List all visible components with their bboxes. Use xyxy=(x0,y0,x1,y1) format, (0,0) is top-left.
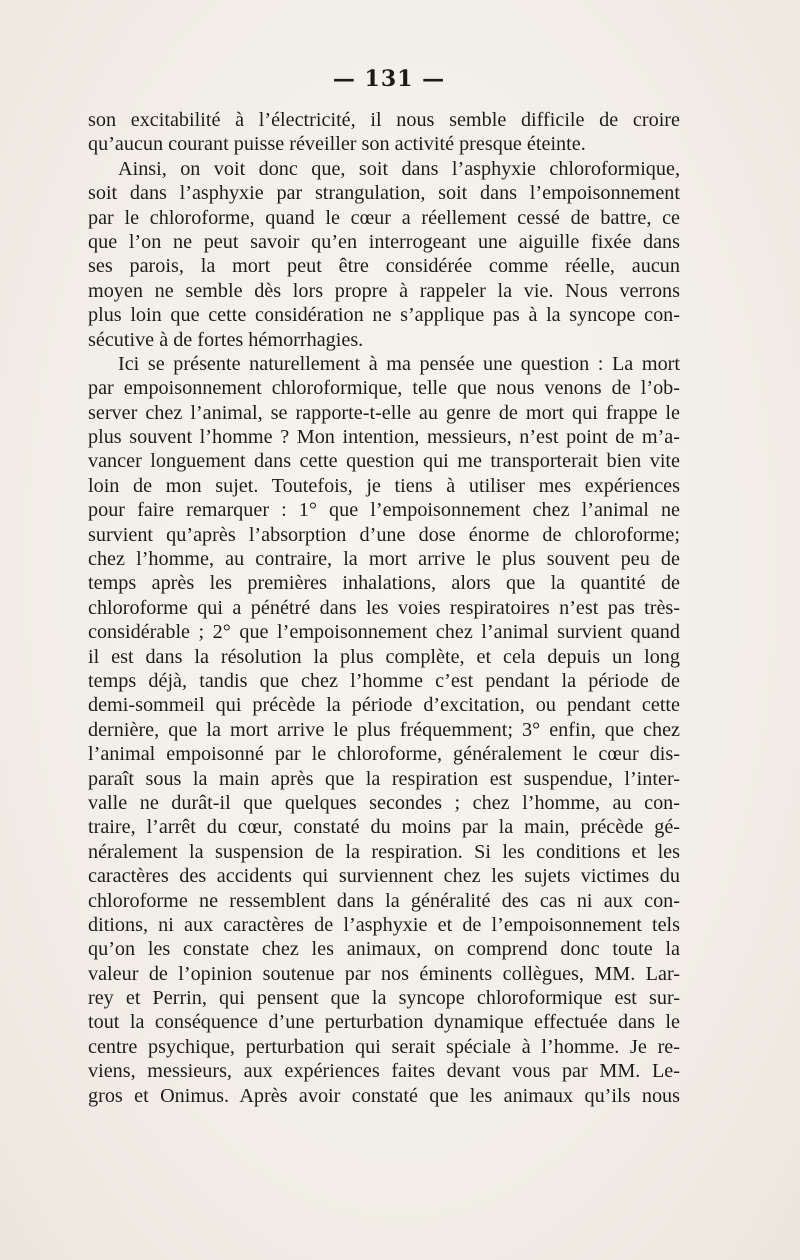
text-line: par le chloroforme, quand le cœur a réellement cessé de battre, ce xyxy=(88,206,680,229)
text-line: valle ne durât-il que quelques secondes ; chez l’homme, au con- xyxy=(88,791,680,814)
text-line: temps après les premières inhalations, alors que la quantité de xyxy=(88,572,680,595)
text-line: viens, messieurs, aux expériences faites devant vous par MM. Le- xyxy=(88,1060,680,1083)
text-line: rey et Perrin, qui pensent que la syncope chloroformique est sur- xyxy=(88,987,680,1010)
text-line: temps déjà, tandis que chez l’homme c’est pendant la période de xyxy=(88,669,680,692)
text-line: server chez l’animal, se rapporte-t-elle au genre de mort qui frappe le xyxy=(88,401,680,424)
text-line: Ici se présente naturellement à ma pensée une question : La mort xyxy=(118,352,680,375)
page-number: — 131 — xyxy=(332,66,446,92)
text-line: paraît sous la main après que la respiration est suspendue, l’inter- xyxy=(88,767,680,790)
body-text xyxy=(88,108,680,1108)
text-line: qu’aucun courant puisse réveiller son activité presque éteinte. xyxy=(88,133,586,156)
text-line: il est dans la résolution la plus complète, et cela depuis un long xyxy=(88,645,680,668)
text-line: soit dans l’asphyxie par strangulation, soit dans l’empoisonnement xyxy=(88,182,680,205)
text-line: plus souvent l’homme ? Mon intention, messieurs, n’est point de m’a- xyxy=(88,426,680,449)
text-line: qu’on les constate chez les animaux, on comprend donc toute la xyxy=(88,938,680,961)
text-line: tout la conséquence d’une perturbation dynamique effectuée dans le xyxy=(88,1011,680,1034)
text-line: son excitabilité à l’électricité, il nous semble difficile de croire xyxy=(88,109,680,131)
text-line: moyen ne semble dès lors propre à rappeler la vie. Nous verrons xyxy=(88,279,680,302)
text-line: plus loin que cette considération ne s’applique pas à la syncope con- xyxy=(88,304,680,327)
text-line: centre psychique, perturbation qui serait spéciale à l’homme. Je re- xyxy=(88,1035,680,1058)
text-line: sécutive à de fortes hémorrhagies. xyxy=(88,328,364,351)
text-line: Ainsi, on voit donc que, soit dans l’asphyxie chloroformique, xyxy=(118,157,680,180)
text-line: ses parois, la mort peut être considérée comme réelle, aucun xyxy=(88,255,680,278)
text-line: valeur de l’opinion soutenue par nos éminents collègues, MM. Lar- xyxy=(88,962,680,985)
text-line: chloroforme ne ressemblent dans la généralité des cas ni aux con- xyxy=(88,889,680,912)
text-line: survient qu’après l’absorption d’une dose énorme de chloroforme; xyxy=(88,523,680,546)
text-line: chloroforme qui a pénétré dans les voies respiratoires n’est pas très- xyxy=(88,596,680,619)
text-line: loin de mon sujet. Toutefois, je tiens à utiliser mes expériences xyxy=(88,474,680,497)
text-line: l’animal empoisonné par le chloroforme, généralement le cœur dis- xyxy=(88,743,680,766)
text-line: caractères des accidents qui surviennent chez les sujets victimes du xyxy=(88,865,680,888)
text-line: considérable ; 2° que l’empoisonnement chez l’animal survient quand xyxy=(88,621,680,644)
text-line: pour faire remarquer : 1° que l’empoisonnement chez l’animal ne xyxy=(88,499,680,522)
text-line: traire, l’arrêt du cœur, constaté du moins par la main, précède gé- xyxy=(88,816,680,839)
text-line: gros et Onimus. Après avoir constaté que les animaux qu’ils nous xyxy=(88,1084,680,1107)
text-line: chez l’homme, au contraire, la mort arrive le plus souvent peu de xyxy=(88,548,680,571)
text-line: néralement la suspension de la respiration. Si les conditions et les xyxy=(88,840,680,863)
text-line: que l’on ne peut savoir qu’en interrogeant une aiguille fixée dans xyxy=(88,230,680,253)
text-line: vancer longuement dans cette question qui me transporterait bien vite xyxy=(88,450,680,473)
text-line: dernière, que la mort arrive le plus fréquemment; 3° enfin, que chez xyxy=(88,718,680,741)
text-line: par empoisonnement chloroformique, telle que nous venons de l’ob- xyxy=(88,377,680,400)
text-line: demi-sommeil qui précède la période d’excitation, ou pendant cette xyxy=(88,694,680,717)
text-line: ditions, ni aux caractères de l’asphyxie et de l’empoisonnement tels xyxy=(88,913,680,936)
